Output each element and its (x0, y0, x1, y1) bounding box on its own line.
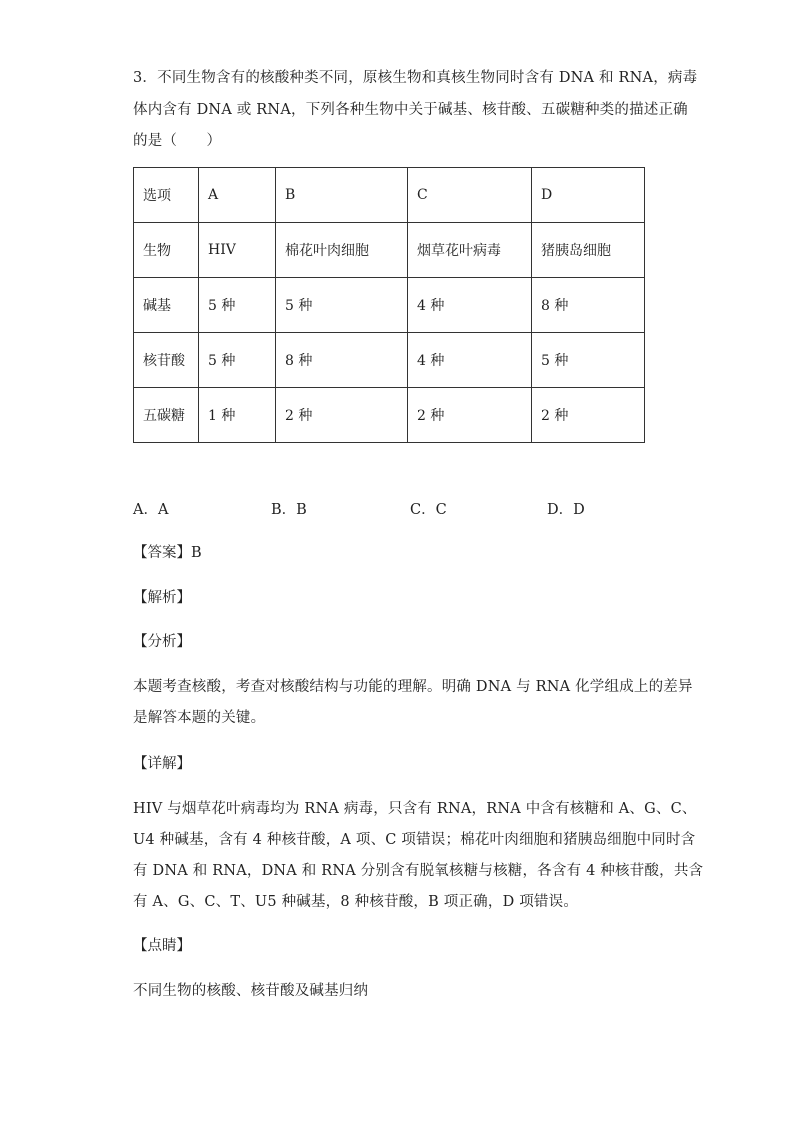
xiangjie-line-4: 有 A、G、C、T、U5 种碱基，8 种核苷酸，B 项正确，D 项错误。 (133, 894, 579, 910)
xiangjie-line-1: HIV 与烟草花叶病毒均为 RNA 病毒，只含有 RNA，RNA 中含有核糖和 A、G、C、 (133, 801, 697, 817)
table-cell: 5 种 (199, 333, 276, 388)
table-row (134, 223, 645, 278)
fenxi-line-2: 是解答本题的关键。 (133, 710, 266, 726)
table-row (134, 388, 645, 443)
table-cell: 选项 (134, 168, 199, 223)
table-cell: 5 种 (532, 333, 645, 388)
table-row (134, 333, 645, 388)
table-cell: A (199, 168, 276, 223)
table-cell: HIV (199, 223, 276, 278)
choice-a: A．A (133, 502, 169, 518)
table-row (134, 278, 645, 333)
table-cell: 2 种 (408, 388, 532, 443)
choice-c: C．C (410, 502, 447, 518)
dianjing-line-1: 不同生物的核酸、核苷酸及碱基归纳 (133, 983, 369, 999)
table-cell: 4 种 (408, 278, 532, 333)
table-cell: 1 种 (199, 388, 276, 443)
answer-choices (133, 498, 693, 518)
table-cell: 猪胰岛细胞 (532, 223, 645, 278)
xiangjie-line-3: 有 DNA 和 RNA，DNA 和 RNA 分别含有脱氧核糖与核糖，各含有 4 种核苷酸，共含 (133, 863, 704, 879)
table-cell: B (276, 168, 408, 223)
question-line-3: 的是（ ） (133, 133, 222, 149)
fenxi-heading: 【分析】 (133, 634, 191, 650)
table-cell: D (532, 168, 645, 223)
analysis-heading: 【解析】 (133, 590, 191, 606)
table-cell: C (408, 168, 532, 223)
fenxi-line-1: 本题考查核酸，考查对核酸结构与功能的理解。明确 DNA 与 RNA 化学组成上的差异 (133, 679, 693, 695)
xiangjie-line-2: U4 种碱基，含有 4 种核苷酸，A 项、C 项错误；棉花叶肉细胞和猪胰岛细胞中同时含 (133, 832, 696, 848)
table-cell: 生物 (134, 223, 199, 278)
table-cell: 5 种 (276, 278, 408, 333)
table-cell: 8 种 (276, 333, 408, 388)
choice-d: D．D (547, 502, 585, 518)
table-cell: 碱基 (134, 278, 199, 333)
question-line-1: 3．不同生物含有的核酸种类不同，原核生物和真核生物同时含有 DNA 和 RNA，病毒 (133, 70, 698, 86)
table-cell: 核苷酸 (134, 333, 199, 388)
table-cell: 5 种 (199, 278, 276, 333)
table-cell: 2 种 (276, 388, 408, 443)
table-cell: 8 种 (532, 278, 645, 333)
table-cell: 棉花叶肉细胞 (276, 223, 408, 278)
question-line-2: 体内含有 DNA 或 RNA，下列各种生物中关于碱基、核苷酸、五碳糖种类的描述正确 (133, 102, 688, 118)
choice-b: B．B (271, 502, 307, 518)
table-cell: 烟草花叶病毒 (408, 223, 532, 278)
table-row (134, 168, 645, 223)
table-cell: 4 种 (408, 333, 532, 388)
xiangjie-heading: 【详解】 (133, 756, 191, 772)
table-cell: 五碳糖 (134, 388, 199, 443)
table-cell: 2 种 (532, 388, 645, 443)
dianjing-heading: 【点睛】 (133, 938, 191, 954)
answer-line: 【答案】B (133, 545, 202, 561)
options-table (133, 167, 645, 443)
